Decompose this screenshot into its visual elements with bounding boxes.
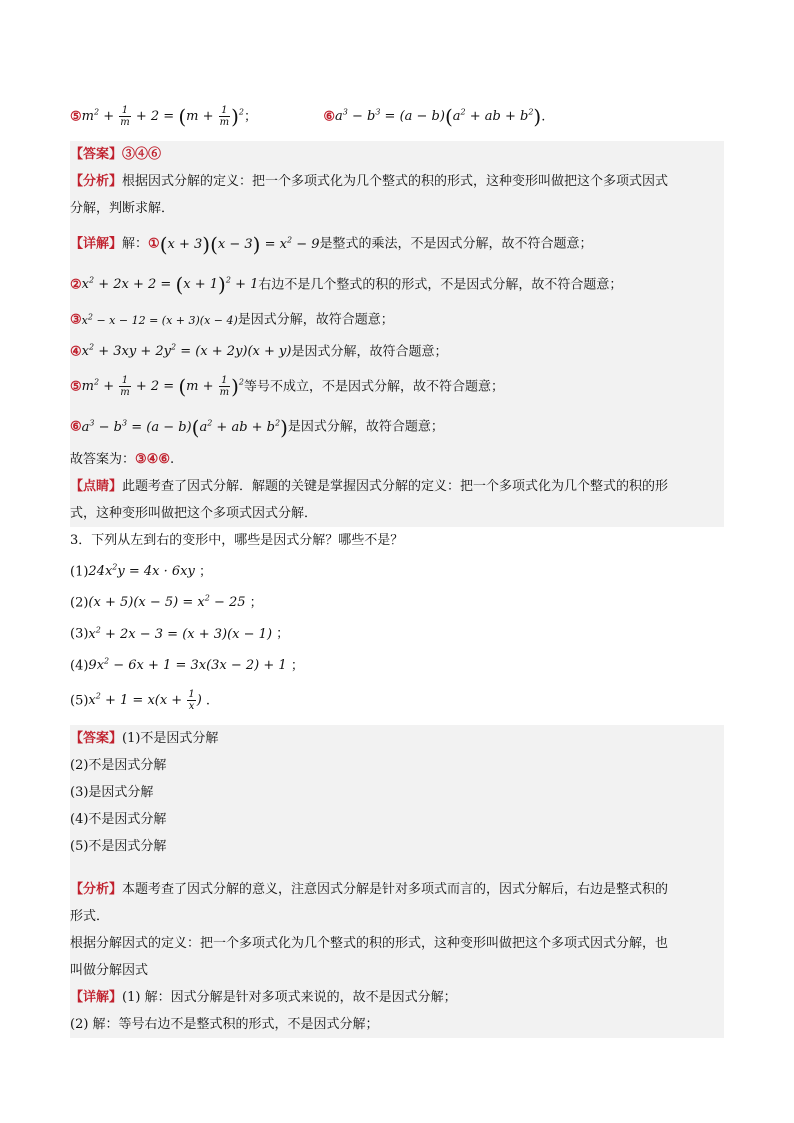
analysis-1-line-1: 【分析】根据因式分解的定义：把一个多项式化为几个整式的积的形式，这种变形叫做把这个多项式因式: [70, 174, 669, 190]
question-3-item-1: $(1)24x^2y = 4x \cdot 6xy$ ；: [70, 562, 212, 579]
answer-1: 【答案】③④⑥: [70, 147, 162, 163]
question-3-item-3: $(3)x^2 + 2x - 3 = (x + 3)(x - 1)$ ；: [70, 625, 290, 642]
question-3-title: 3．下列从左到右的变形中，哪些是因式分解？哪些不是？: [70, 532, 404, 548]
analysis-3-line-4: 叫做分解因式: [70, 963, 149, 979]
detail-1-item-6: $⑥a^3 - b^3 = (a - b)(a^2$ + ab + $b^2$)是因式分解，故符合题意；: [70, 415, 444, 440]
document-page: [70, 95, 724, 1038]
analysis-1-line-2: 分解，判断求解．: [70, 201, 175, 217]
item-5-formula: $m^2$ + $\frac{1}{m}$ + 2 = (m + $\frac{1}{m}$ )$^2$: [81, 104, 245, 129]
detail-1-conclusion: 故答案为：③④⑥.: [70, 451, 175, 467]
answer-3-item-4: (4)不是因式分解: [70, 812, 167, 828]
detail-1-item-3: $③x^2 - x - 12 = (x + 3)(x - 4)$是因式分解，故符合题意；: [70, 311, 394, 328]
answer-3-item-5: (5)不是因式分解: [70, 839, 167, 855]
item-5-number: ⑤: [70, 109, 82, 125]
comment-1-line-1: 【点睛】此题考查了因式分解．解题的关键是掌握因式分解的定义：把一个多项式化为几个整式的积的形: [70, 478, 669, 494]
comment-1-line-2: 式，这种变形叫做把这个多项式因式分解．: [70, 505, 318, 521]
detail-1-item-4: $④x^2 + 3xy + 2y^2 = (x + 2y)(x + y)$是因式分解，故符合题意；: [70, 342, 448, 359]
detail-1-item-2: $②x^2 + 2x + 2 = (x + 1)^2 + 1$右边不是几个整式的积的形式，不是因式分解，故不符合题意；: [70, 272, 623, 297]
answer-3-item-3: (3)是因式分解: [70, 785, 154, 801]
detail-3-line-2: (2) 解：等号右边不是整式积的形式，不是因式分解；: [70, 1017, 379, 1033]
detail-3-line-1: 【详解】(1) 解：因式分解是针对多项式来说的，故不是因式分解；: [70, 990, 457, 1006]
detail-1-item-5: $⑤m^2$ + $\frac{1}{m}$ + 2 = (m + $\frac{1}{m}$ )$^2$等号不成立，不是因式分解，故不符合题意；: [70, 374, 505, 399]
analysis-3-line-2: 形式．: [70, 909, 110, 925]
question-3-item-2: $(2)(x + 5)(x - 5) = x^2 - 25$ ；: [70, 593, 263, 611]
analysis-3-line-3: 根据分解因式的定义：把一个多项式化为几个整式的积的形式，这种变形叫做把这个多项式因式分解，也: [70, 936, 669, 952]
detail-1-item-1: 【详解】解：①(x + $3)(x - 3) = x^2 - 9$是整式的乘法，不是因式分解，故不符合题意；: [70, 232, 593, 257]
question-3-item-4: $(4)9x^2 - 6x + 1 = 3x(3x - 2) + 1$ ；: [70, 656, 304, 673]
item-6-number: ⑥: [323, 109, 335, 125]
analysis-3-line-1: 【分析】本题考查了因式分解的意义，注意因式分解是针对多项式而言的，因式分解后，右边是整式积的: [70, 882, 669, 898]
solution-block-1: [70, 141, 724, 526]
solution-block-3: [70, 725, 724, 1038]
item-6-formula: $a^3 - b^3 = (a - b)(a^2$ + ab + $b^2$): [334, 104, 542, 129]
question-3-item-5: $(5)x^2 + 1 = x(x$ + $\frac{1}{x}$ ) .: [70, 689, 211, 713]
answer-3-item-1: 【答案】(1)不是因式分解: [70, 731, 219, 747]
answer-3-item-2: (2)不是因式分解: [70, 758, 167, 774]
top-items-line: $⑤m^2$ + $\frac{1}{m}$ + 2 = (m + $\frac{1}{m}$ )$^2$； $⑥a^3 - b^3 = (a - b)(a^2$ + ab + $b^2$).: [70, 104, 546, 129]
